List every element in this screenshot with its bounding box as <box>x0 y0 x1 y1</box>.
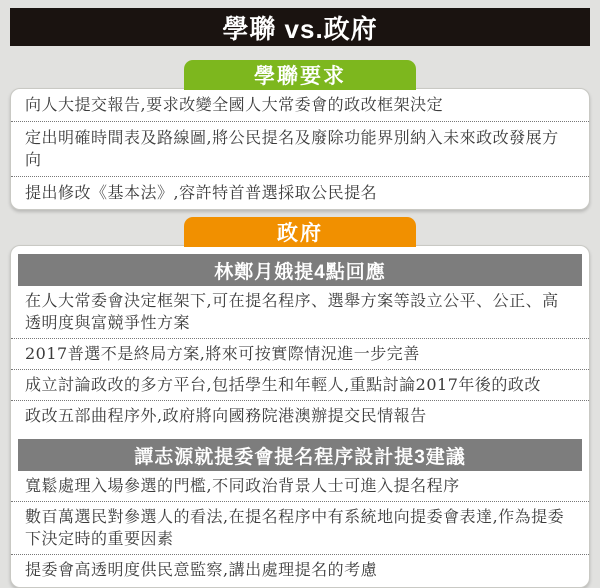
subheader-carrie-lam-response <box>18 254 582 286</box>
list-item: 定出明確時間表及路線圖,將公民提名及廢除功能界別納入未來政改發展方向 <box>11 121 589 176</box>
list-item: 寬鬆處理入場參選的門檻,不同政治背景人士可進入提名程序 <box>25 476 460 495</box>
subheader-raymond-tam-suggestions <box>18 439 582 471</box>
tab-hkfs-demands <box>184 60 416 90</box>
tab-government <box>184 217 416 247</box>
list-item: 成立討論政改的多方平台,包括學生和年輕人,重點討論2017年後的政改 <box>11 369 589 400</box>
list-item: 數百萬選民對參選人的看法,在提名程序中有系統地向提委會表達,作為提委下決定時的重要因素 <box>11 501 589 554</box>
list-item: 提委會高透明度供民意監察,講出處理提名的考慮 <box>11 554 589 585</box>
list-item: 2017普選不是終局方案,將來可按實際情況進一步完善 <box>11 338 589 369</box>
tab-government-label: 政府 <box>277 222 323 245</box>
hkfs-demands-card <box>10 88 590 210</box>
subheader-label: 譚志源就提委會提名程序設計提3建議 <box>134 446 466 468</box>
list-item: 在人大常委會決定框架下,可在提名程序、選舉方案等設立公平、公正、高透明度與富競爭性方案 <box>25 291 559 332</box>
government-card <box>10 245 590 588</box>
infographic-page <box>0 8 600 577</box>
page-title: 學聯 vs.政府 <box>222 13 378 44</box>
subheader-label: 林鄭月娥提4點回應 <box>214 261 386 283</box>
list-item: 向人大提交報告,要求改變全國人大常委會的政改框架決定 <box>25 95 444 114</box>
list-item: 政改五部曲程序外,政府將向國務院港澳辦提交民情報告 <box>11 400 589 431</box>
title-banner <box>10 8 590 46</box>
tab-hkfs-label: 學聯要求 <box>254 65 346 88</box>
list-item: 提出修改《基本法》,容許特首普選採取公民提名 <box>11 176 589 209</box>
